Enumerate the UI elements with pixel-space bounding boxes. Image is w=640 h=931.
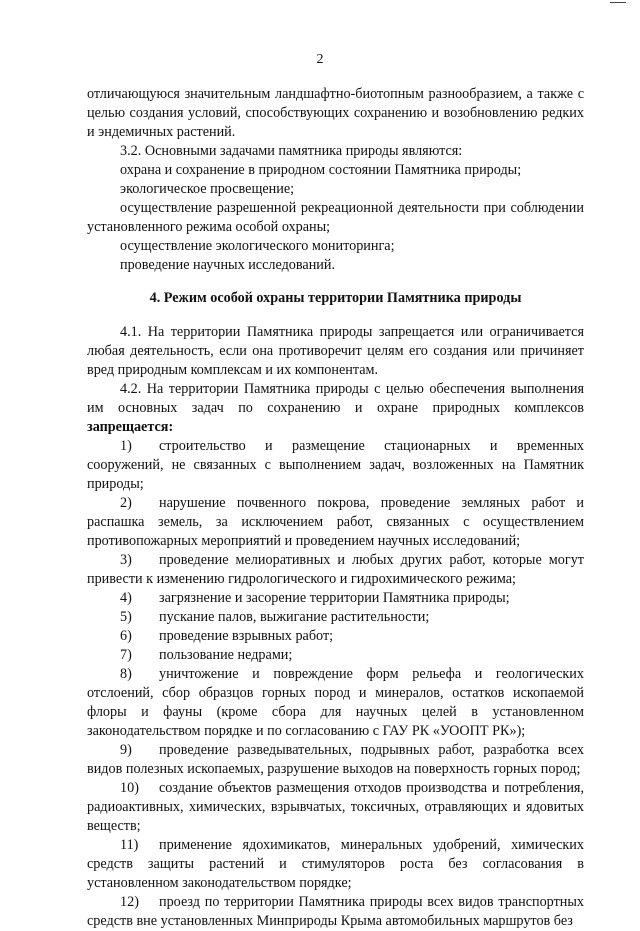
list-item (87, 646, 584, 665)
list-item-text: создание объектов размещения отходов производства и потребления, радиоактивных, химических, взрывчатых, токсичных, отравляющих и ядовитых веществ; (87, 780, 584, 834)
paragraph-continuation: отличающуюся значительным ландшафтно-биотопным разнообразием, а также с целью создания условий, способствующих сохранению и возобновлению редких и эндемичных растений. (87, 86, 584, 140)
list-item-number: 4) (120, 590, 132, 606)
list-item-text: пользование недрами; (159, 647, 293, 663)
list-item-number: 5) (120, 609, 132, 625)
document-body (87, 85, 584, 931)
paragraph-4-2-colon: : (168, 419, 174, 435)
list-item (87, 494, 584, 551)
list-item-number: 12) (120, 894, 139, 910)
paragraph-3-2: 3.2. Основными задачами памятника природы являются: (120, 143, 463, 159)
prohibitions-list (87, 437, 584, 931)
list-item (87, 665, 584, 741)
list-item-text: загрязнение и засорение территории Памятника природы; (159, 590, 510, 606)
list-item (87, 836, 584, 893)
list-item (87, 627, 584, 646)
task-item: проведение научных исследований. (120, 257, 336, 273)
list-item-text: проезд по территории Памятника природы всех видов транспортных средств вне установленных Минприроды Крыма автомобильных маршрутов без (87, 894, 584, 929)
list-item-text: проведение разведывательных, подрывных работ, разработка всех видов полезных ископаемых, разрушение выходов на поверхность горных пород; (87, 742, 584, 777)
section-heading: 4. Режим особой охраны территории Памятника природы (149, 290, 522, 306)
list-item-text: нарушение почвенного покрова, проведение земляных работ и распашка земель, за исключением работ, связанных с осуществлением противопожарных мероприятий и проведением научных исследований; (87, 495, 584, 549)
list-item (87, 779, 584, 836)
list-item-number: 6) (120, 628, 132, 644)
list-item-number: 9) (120, 742, 132, 758)
list-item-text: проведение мелиоративных и любых других работ, которые могут привести к изменению гидрологического и гидрохимического режима; (87, 552, 584, 587)
page-number: 2 (316, 52, 324, 67)
list-item-number: 10) (120, 780, 139, 796)
scan-corner-mark (610, 2, 626, 3)
paragraph-4-2-text: 4.2. На территории Памятника природы с целью обеспечения выполнения им основных задач по сохранению и охране природных комплексов (87, 381, 584, 416)
list-item-number: 8) (120, 666, 132, 682)
list-item-text: строительство и размещение стационарных и временных сооружений, не связанных с выполнением задач, возложенных на Памятник природы; (87, 438, 584, 492)
task-item: охрана и сохранение в природном состоянии Памятника природы; (120, 162, 522, 178)
list-item-number: 3) (120, 552, 132, 568)
list-item-number: 2) (120, 495, 132, 511)
list-item-text: применение ядохимикатов, минеральных удобрений, химических средств защиты растений и стимуляторов роста без согласования в установленном законодательством порядке; (87, 837, 584, 891)
list-item-number: 11) (120, 837, 139, 853)
list-item-text: пускание палов, выжигание растительности; (159, 609, 430, 625)
list-item (87, 608, 584, 627)
task-item: осуществление разрешенной рекреационной деятельности при соблюдении установленного режима особой охраны; (87, 200, 584, 235)
list-item (87, 551, 584, 589)
list-item (87, 589, 584, 608)
list-item-text: проведение взрывных работ; (159, 628, 334, 644)
list-item-text: уничтожение и повреждение форм рельефа и геологических отслоений, сбор образцов горных пород и минералов, остатков ископаемой флоры и фауны (кроме сбора для научных целей в установленном законодательством порядке и по согласованию с ГАУ РК «УООПТ РК»); (87, 666, 584, 739)
paragraph-4-1: 4.1. На территории Памятника природы запрещается или ограничивается любая деятельность, если она противоречит целям его создания или причиняет вред природным комплексам и их компонентам. (87, 324, 584, 378)
paragraph-4-2-bold: запрещается (87, 419, 169, 435)
task-item: экологическое просвещение; (120, 181, 295, 197)
list-item (87, 741, 584, 779)
task-item: осуществление экологического мониторинга; (120, 238, 395, 254)
list-item (87, 893, 584, 931)
list-item-number: 7) (120, 647, 132, 663)
paragraph-4-2 (87, 380, 584, 437)
list-item-number: 1) (120, 438, 132, 454)
list-item (87, 437, 584, 494)
